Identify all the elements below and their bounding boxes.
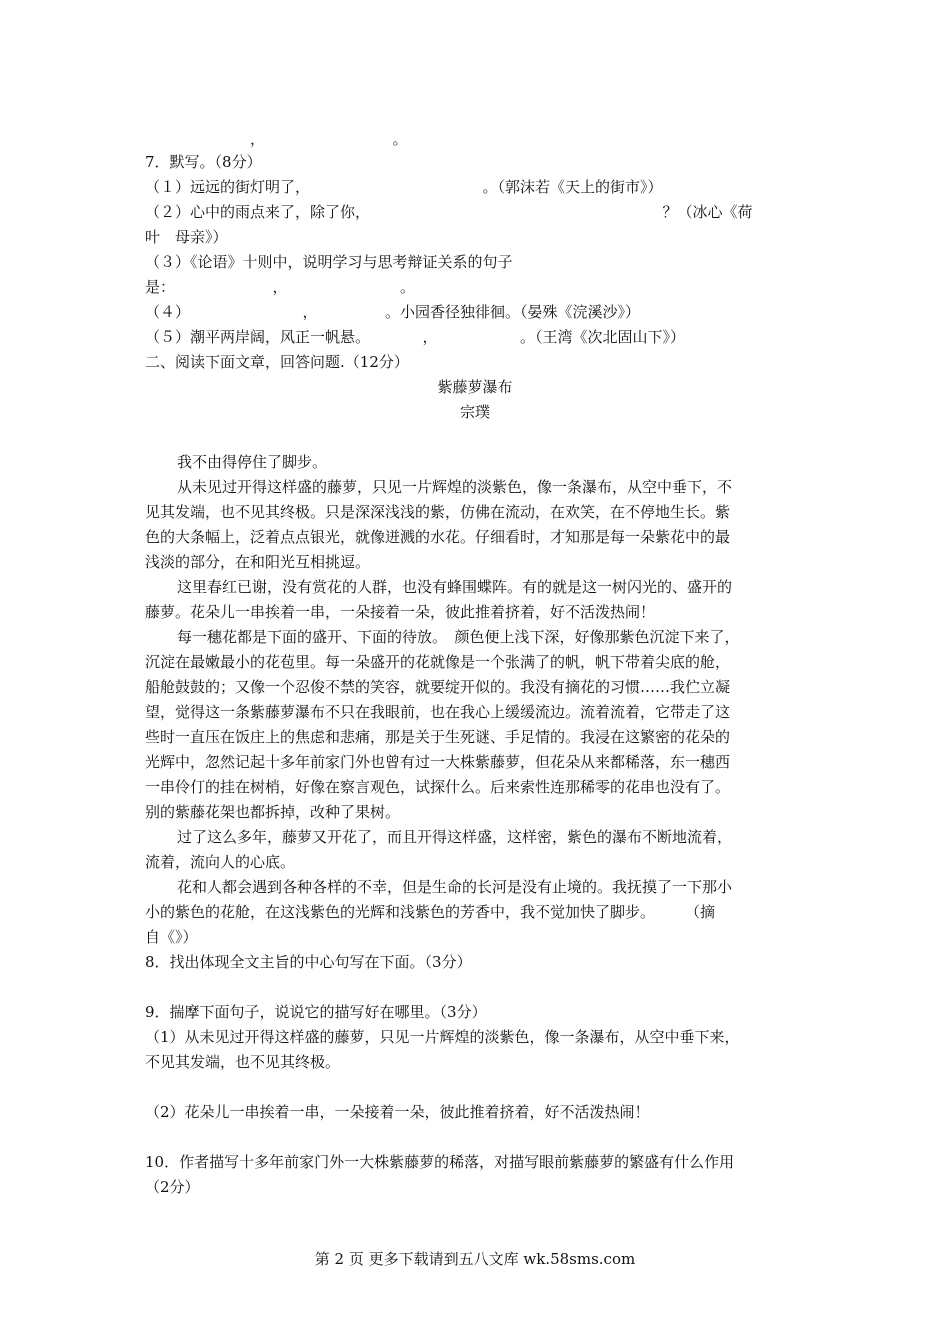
page-footer: 第 2 页 更多下载请到五八文库 wk.58sms.com	[314, 1250, 636, 1268]
question-10: 10．作者描写十多年前家门外一大株紫藤萝的稀落，对描写眼前紫藤萝的繁盛有什么作用	[145, 1153, 735, 1171]
question-9-1: （1）从未见过开得这样盛的藤萝，只见一片辉煌的淡紫色，像一条瀑布，从空中垂下来，	[145, 1028, 740, 1046]
passage-line: 这里春红已谢，没有赏花的人群，也没有蜂围蝶阵。有的就是这一树闪光的、盛开的	[177, 578, 733, 596]
passage-line: 见其发端，也不见其终极。只是深深浅浅的紫，仿佛在流动，在欢笑，在不停地生长。紫	[145, 503, 731, 521]
q7-item-1: （１）远远的街灯明了， 。（郭沫若《天上的街市》）	[145, 178, 663, 196]
passage-author: 宗璞	[459, 403, 490, 421]
passage-line: 流着，流向人的心底。	[145, 853, 296, 871]
q7-item-3-cont: 是： ， 。	[145, 278, 416, 296]
question-10-cont: （2分）	[145, 1178, 200, 1196]
question-8: 8．找出体现全文主旨的中心句写在下面。（3分）	[145, 953, 472, 971]
q7-item-2: （２）心中的雨点来了，除了你， ？（冰心《荷	[145, 203, 753, 221]
passage-line: 过了这么多年，藤萝又开花了，而且开得这样盛，这样密，紫色的瀑布不断地流着，	[177, 828, 733, 846]
passage-line: 望，觉得这一条紫藤萝瀑布不只在我眼前，也在我心上缓缓流边。流着流着，它带走了这	[145, 703, 731, 721]
passage-line: 藤萝。花朵儿一串挨着一串，一朵接着一朵，彼此推着挤着，好不活泼热闹！	[145, 603, 656, 621]
passage-line: 船舱鼓鼓的；又像一个忍俊不禁的笑容，就要绽开似的。我没有摘花的习惯……我伫立凝	[145, 678, 731, 696]
passage-line: 浅淡的部分，在和阳光互相挑逗。	[145, 553, 371, 571]
q7-item-2-cont: 叶 母亲》）	[145, 228, 228, 246]
passage-line: 些时一直压在饭庄上的焦虑和悲痛，那是关于生死谜、手足情的。我浸在这繁密的花朵的	[145, 728, 731, 746]
q7-title: 7．默写。（8分）	[145, 153, 262, 171]
passage-line: 沉淀在最嫩最小的花苞里。每一朵盛开的花就像是一个张满了的帆，帆下带着尖底的舱，	[145, 653, 731, 671]
q7-item-3: （３）《论语》十则中，说明学习与思考辩证关系的句子	[145, 253, 513, 271]
passage-line: 花和人都会遇到各种各样的不幸，但是生命的长河是没有止境的。我抚摸了一下那小	[177, 878, 733, 896]
question-9-1-cont: 不见其发端，也不见其终极。	[145, 1053, 341, 1071]
passage-line: 从未见过开得这样盛的藤萝，只见一片辉煌的淡紫色，像一条瀑布，从空中垂下，不	[177, 478, 733, 496]
section-heading: 二、阅读下面文章，回答问题.（12分）	[145, 353, 409, 371]
q6-answer-line: ， 。	[145, 130, 408, 148]
q7-item-5: （５）潮平两岸阔，风正一帆悬。 ， 。（王湾《次北固山下》）	[145, 328, 686, 346]
passage-line: 一串伶仃的挂在树梢，好像在察言观色，试探什么。后来索性连那稀零的花串也没有了。	[145, 778, 731, 796]
passage-line: 别的紫藤花架也都拆掉，改种了果树。	[145, 803, 401, 821]
passage-line: 我不由得停住了脚步。	[177, 453, 328, 471]
question-9: 9．揣摩下面句子，说说它的描写好在哪里。（3分）	[145, 1003, 487, 1021]
passage-line: 色的大条幅上，泛着点点银光，就像迸溅的水花。仔细看时，才知那是每一朵紫花中的最	[145, 528, 731, 546]
question-9-2: （2）花朵儿一串挨着一串，一朵接着一朵，彼此推着挤着，好不活泼热闹！	[145, 1103, 650, 1121]
q7-item-4: （４） ， 。小园香径独徘徊。（晏殊《浣溪沙》）	[145, 303, 641, 321]
passage-line: 每一穗花都是下面的盛开、下面的待放。 颜色便上浅下深，好像那紫色沉淀下来了，	[177, 628, 740, 646]
passage-title: 紫藤萝瀑布	[437, 378, 513, 396]
passage-line: 光辉中，忽然记起十多年前家门外也曾有过一大株紫藤萝，但花朵从来都稀落，东一穗西	[145, 753, 731, 771]
passage-line: 小的紫色的花舱，在这浅紫色的光辉和浅紫色的芳香中，我不觉加快了脚步。 （摘	[145, 903, 716, 921]
passage-line: 自《》）	[145, 928, 198, 946]
